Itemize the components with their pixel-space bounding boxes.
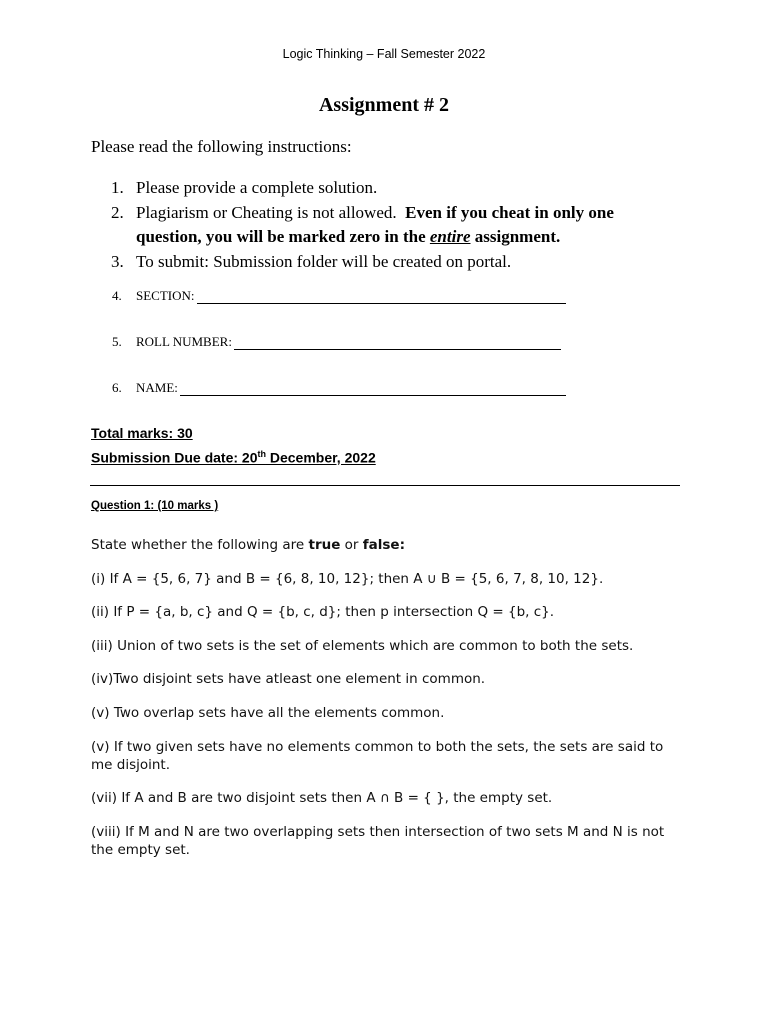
name-field xyxy=(91,378,566,396)
roll-number-field xyxy=(91,332,561,350)
statement-3: (iii) Union of two sets is the set of elements which are common to both the sets. xyxy=(91,638,634,654)
due-date-suffix-ordinal: th xyxy=(257,449,266,459)
question-1-title: Question 1: (10 marks ) xyxy=(91,500,219,512)
field-number: 6. xyxy=(112,380,122,395)
instruction-plain-text: Plagiarism or Cheating is not allowed. xyxy=(136,203,397,222)
instruction-emphasis-text: entire xyxy=(429,227,471,246)
section-field xyxy=(91,286,566,304)
instruction-bold-text: Even if you cheat in only one question, you will be marked zero in the xyxy=(136,203,614,246)
field-label: NAME: xyxy=(136,380,178,395)
section-divider xyxy=(90,485,680,486)
instruction-number: 3. xyxy=(111,252,124,271)
field-number: 5. xyxy=(112,334,122,349)
statement-1: (i) If A = {5, 6, 7} and B = {6, 8, 10, 12}; then A ∪ B = {5, 6, 7, 8, 10, 12}. xyxy=(91,571,604,587)
question-1-prompt xyxy=(91,536,691,554)
statement-6: (v) If two given sets have no elements common to both the sets, the sets are said to me disjoint. xyxy=(91,739,664,773)
roll-number-input-line[interactable] xyxy=(234,335,561,350)
prompt-prefix: State whether the following are xyxy=(91,537,309,553)
statement-2: (ii) If P = {a, b, c} and Q = {b, c, d}; then p intersection Q = {b, c}. xyxy=(91,604,555,620)
prompt-true: true xyxy=(308,537,341,553)
field-number: 4. xyxy=(112,288,122,303)
due-date xyxy=(91,449,376,466)
name-input-line[interactable] xyxy=(180,381,566,396)
instruction-number: 1. xyxy=(111,178,124,197)
instruction-number: 2. xyxy=(111,203,124,222)
statement-8: (viii) If M and N are two overlapping sets then intersection of two sets M and N is not the empty set. xyxy=(91,824,665,858)
prompt-false: false: xyxy=(362,537,405,553)
statement-5: (v) Two overlap sets have all the elements common. xyxy=(91,705,445,721)
field-label: SECTION: xyxy=(136,288,195,303)
instruction-item-3 xyxy=(91,250,681,274)
total-marks: Total marks: 30 xyxy=(91,425,193,441)
statement-7: (vii) If A and B are two disjoint sets then A ∩ B = { }, the empty set. xyxy=(91,790,553,806)
due-date-prefix: Submission Due date: 20 xyxy=(91,449,258,466)
instruction-text: Please provide a complete solution. xyxy=(136,178,378,197)
course-header: Logic Thinking – Fall Semester 2022 xyxy=(282,47,486,61)
assignment-title: Assignment # 2 xyxy=(318,94,449,116)
instruction-text: To submit: Submission folder will be created on portal. xyxy=(136,252,512,271)
instruction-bold-text-end: assignment. xyxy=(474,227,561,246)
instruction-item-1 xyxy=(91,176,681,200)
prompt-or: or xyxy=(340,537,363,553)
instruction-text xyxy=(136,201,681,249)
field-label: ROLL NUMBER: xyxy=(136,334,232,349)
instructions-intro: Please read the following instructions: xyxy=(91,137,352,156)
due-date-suffix: December, 2022 xyxy=(265,449,376,466)
statement-4: (iv)Two disjoint sets have atleast one element in common. xyxy=(91,671,486,687)
instruction-item-2 xyxy=(91,201,681,249)
section-input-line[interactable] xyxy=(197,289,566,304)
